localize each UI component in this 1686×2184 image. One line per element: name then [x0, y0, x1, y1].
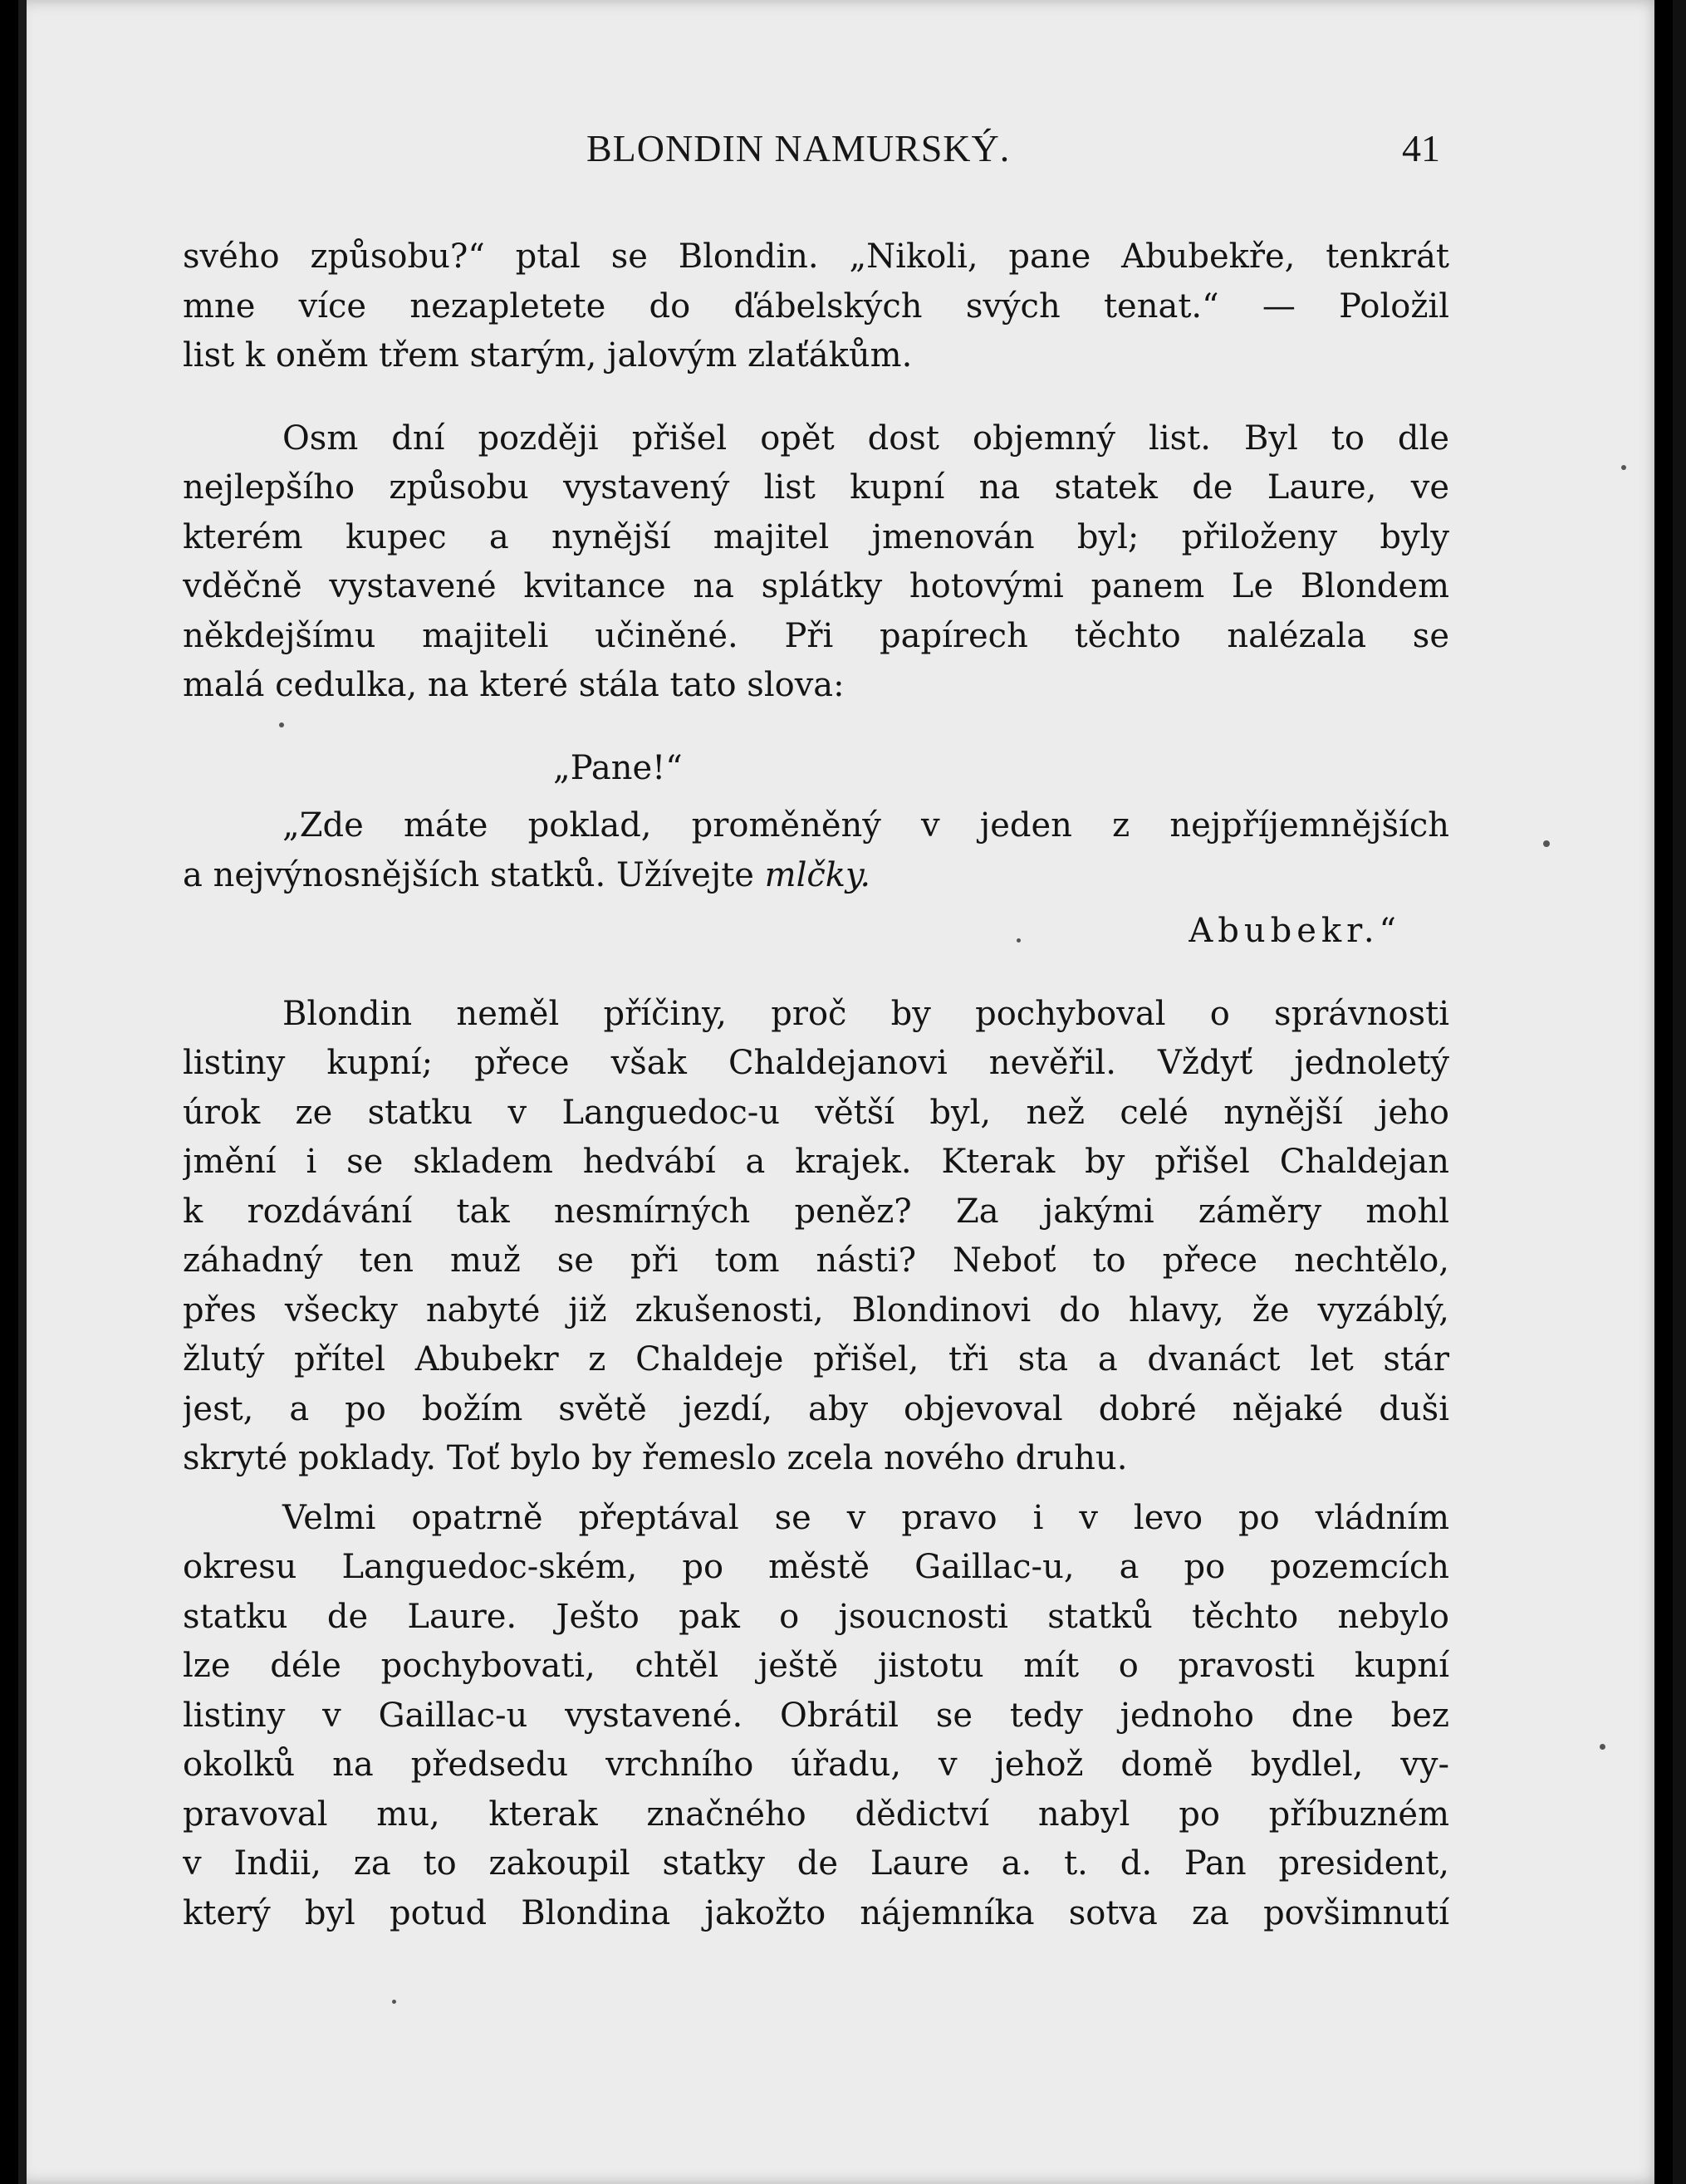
text-line: úrok ze statku v Languedoc-u větší byl, než celé nynější jeho: [183, 1093, 1449, 1132]
text-line: záhadný ten muž se při tom násti? Neboť to přece nechtělo,: [183, 1241, 1449, 1280]
text-line: žlutý přítel Abubekr z Chaldeje přišel, tři sta a dvanáct let stár: [183, 1340, 1449, 1378]
scan-speck: [1017, 938, 1021, 943]
scan-right-edge: [1673, 0, 1686, 2184]
letter-signature: Abubekr.“: [1189, 912, 1401, 950]
text-line: v Indii, za to zakoupil statky de Laure a. t. d. Pan president,: [183, 1844, 1449, 1883]
text-line: jest, a po božím světě jezdí, aby objevoval dobré nějaké duši: [183, 1389, 1449, 1428]
scan-speck: [392, 2000, 396, 2004]
text-line: okresu Languedoc-ském, po městě Gaillac-u, a po pozemcích: [183, 1548, 1449, 1586]
text-line: listiny v Gaillac-u vystavené. Obrátil se tedy jednoho dne bez: [183, 1696, 1449, 1735]
letter-line: [183, 851, 1449, 901]
text-line: jmění i se skladem hedvábí a krajek. Kterak by přišel Chaldejan: [183, 1143, 1449, 1181]
text-line: kterém kupec a nynější majitel jmenován byl; přiloženy byly: [183, 517, 1449, 556]
text-body: [183, 233, 1449, 1938]
text-line: nejlepšího způsobu vystavený list kupní na statek de Laure, ve: [183, 468, 1449, 507]
text-line: malá cedulka, na které stála tato slova:: [183, 666, 845, 704]
text-line: někdejšímu majiteli učiněné. Při papírech těchto nalézala se: [183, 616, 1449, 655]
text-line: svého způsobu?“ ptal se Blondin. „Nikoli, pane Abubekře, tenkrát: [183, 237, 1449, 276]
text-line: vděčně vystavené kvitance na splátky hotovými panem Le Blondem: [183, 567, 1449, 605]
letter-salutation: „Pane!“: [553, 748, 683, 787]
text-line: přes všecky nabyté již zkušenosti, Blondinovi do hlavy, že vyzáblý,: [183, 1290, 1449, 1329]
text-line: listiny kupní; přece však Chaldejanovi nevěřil. Vždyť jednoletý: [183, 1044, 1449, 1082]
text-line: list k oněm třem starým, jalovým zlaťákům.: [183, 336, 913, 375]
text-line: Velmi opatrně přeptával se v pravo i v levo po vládním: [282, 1498, 1449, 1537]
text-line: skryté poklady. Toť bylo by řemeslo zcela nového druhu.: [183, 1439, 1128, 1477]
scan-speck: [279, 722, 284, 727]
running-head: [0, 126, 1686, 176]
running-title: BLONDIN NAMURSKÝ.: [586, 127, 1011, 169]
text-line: k rozdávání tak nesmírných peněz? Za jakými záměry mohl: [183, 1192, 1449, 1231]
text-line: pravoval mu, kterak značného dědictví nabyl po příbuzném: [183, 1795, 1449, 1834]
scan-speck: [1600, 1744, 1605, 1750]
letter-line: „Zde máte poklad, proměněný v jeden z nejpříjemnějších: [282, 806, 1449, 845]
text-line: Osm dní později přišel opět dost objemný list. Byl to dle: [282, 419, 1449, 458]
text-line: Blondin neměl příčiny, proč by pochyboval o správnosti: [282, 994, 1449, 1033]
text-line: lze déle pochybovati, chtěl ještě jistotu mít o pravosti kupní: [183, 1647, 1449, 1685]
text-line: okolků na předsedu vrchního úřadu, v jehož domě bydlel, vy-: [183, 1746, 1449, 1784]
scan-speck: [1543, 840, 1550, 847]
text-line: mne více nezapletete do ďábelských svých tenat.“ — Položil: [183, 286, 1449, 326]
page-gutter-shadow: [18, 0, 27, 2184]
scan-speck: [1621, 465, 1626, 470]
letter-line-text: a nejvýnosnějších statků. Užívejte: [183, 855, 765, 894]
page-number: 41: [1402, 127, 1440, 169]
text-line: statku de Laure. Ješto pak o jsoucnosti statků těchto nebylo: [183, 1597, 1449, 1636]
letter-emphasis: mlčky.: [764, 855, 871, 894]
text-line: který byl potud Blondina jakožto nájemníka sotva za povšimnutí: [183, 1893, 1449, 1932]
